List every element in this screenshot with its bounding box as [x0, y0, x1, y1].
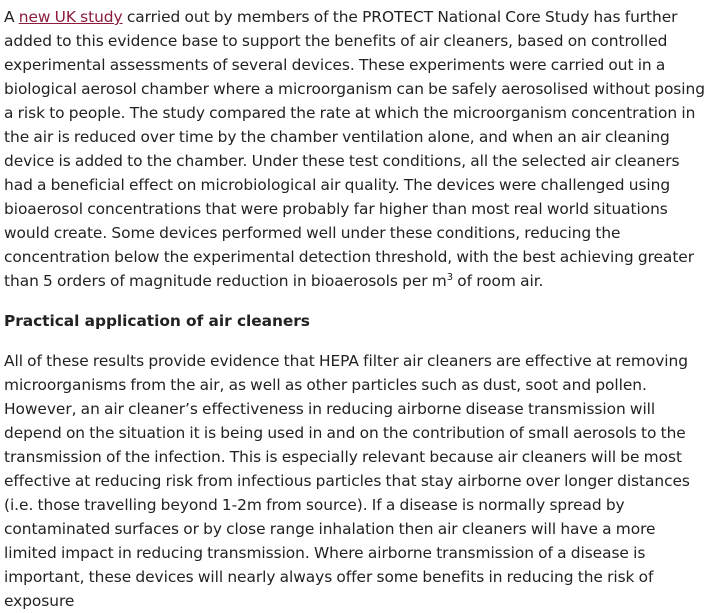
paragraph-suffix: of room air.	[453, 272, 544, 290]
new-uk-study-link[interactable]: new UK study	[18, 8, 123, 26]
cubic-superscript: 3	[446, 272, 454, 283]
practical-application-paragraph: All of these results provide evidence that HEPA filter air cleaners are effective at removing microorganisms from the air, as well as other particles such as dust, soot and pollen. However, an air cleaner’s effectiveness in reducing airborne disease transmission will depend on the situation it is being used in and on the contribution of small aerosols to the transmission of the infection. This is especially relevant because air cleaners will be most effective at reducing risk from infectious particles that stay airborne over longer distances (i.e. those travelling beyond 1-2m from source). If a disease is normally spread by contaminated surfaces or by close range inhalation then air cleaners will have a more limited impact in reducing transmission. Where airborne transmission of a disease is important, these devices will nearly always offer some benefits in reducing the risk of exposure	[4, 352, 690, 610]
section-heading: Practical application of air cleaners	[4, 312, 310, 330]
paragraph-body-text: carried out by members of the PROTECT National Core Study has further added to this evidence base to support the benefits of air cleaners, based on controlled experimental assessments of several devices. These experiments were carried out in a biological aerosol chamber where a microorganism can be safely aerosolised without posing a risk to people. The study compared the rate at which the microorganism concentration in the air is reduced over time by the chamber ventilation alone, and when an air cleaning device is added to the chamber. Under these test conditions, all the selected air cleaners had a beneficial effect on microbiological air quality. The devices were challenged using bioaerosol concentrations that were probably far higher than most real world situations would create. Some devices performed well under these conditions, reducing the concentration below the experimental detection threshold, with the best achieving greater than 5 orders of magnitude reduction in bioaerosols per m	[4, 8, 705, 290]
paragraph-prefix: A	[4, 8, 19, 26]
study-paragraph	[4, 5, 706, 293]
article-body	[4, 5, 706, 613]
